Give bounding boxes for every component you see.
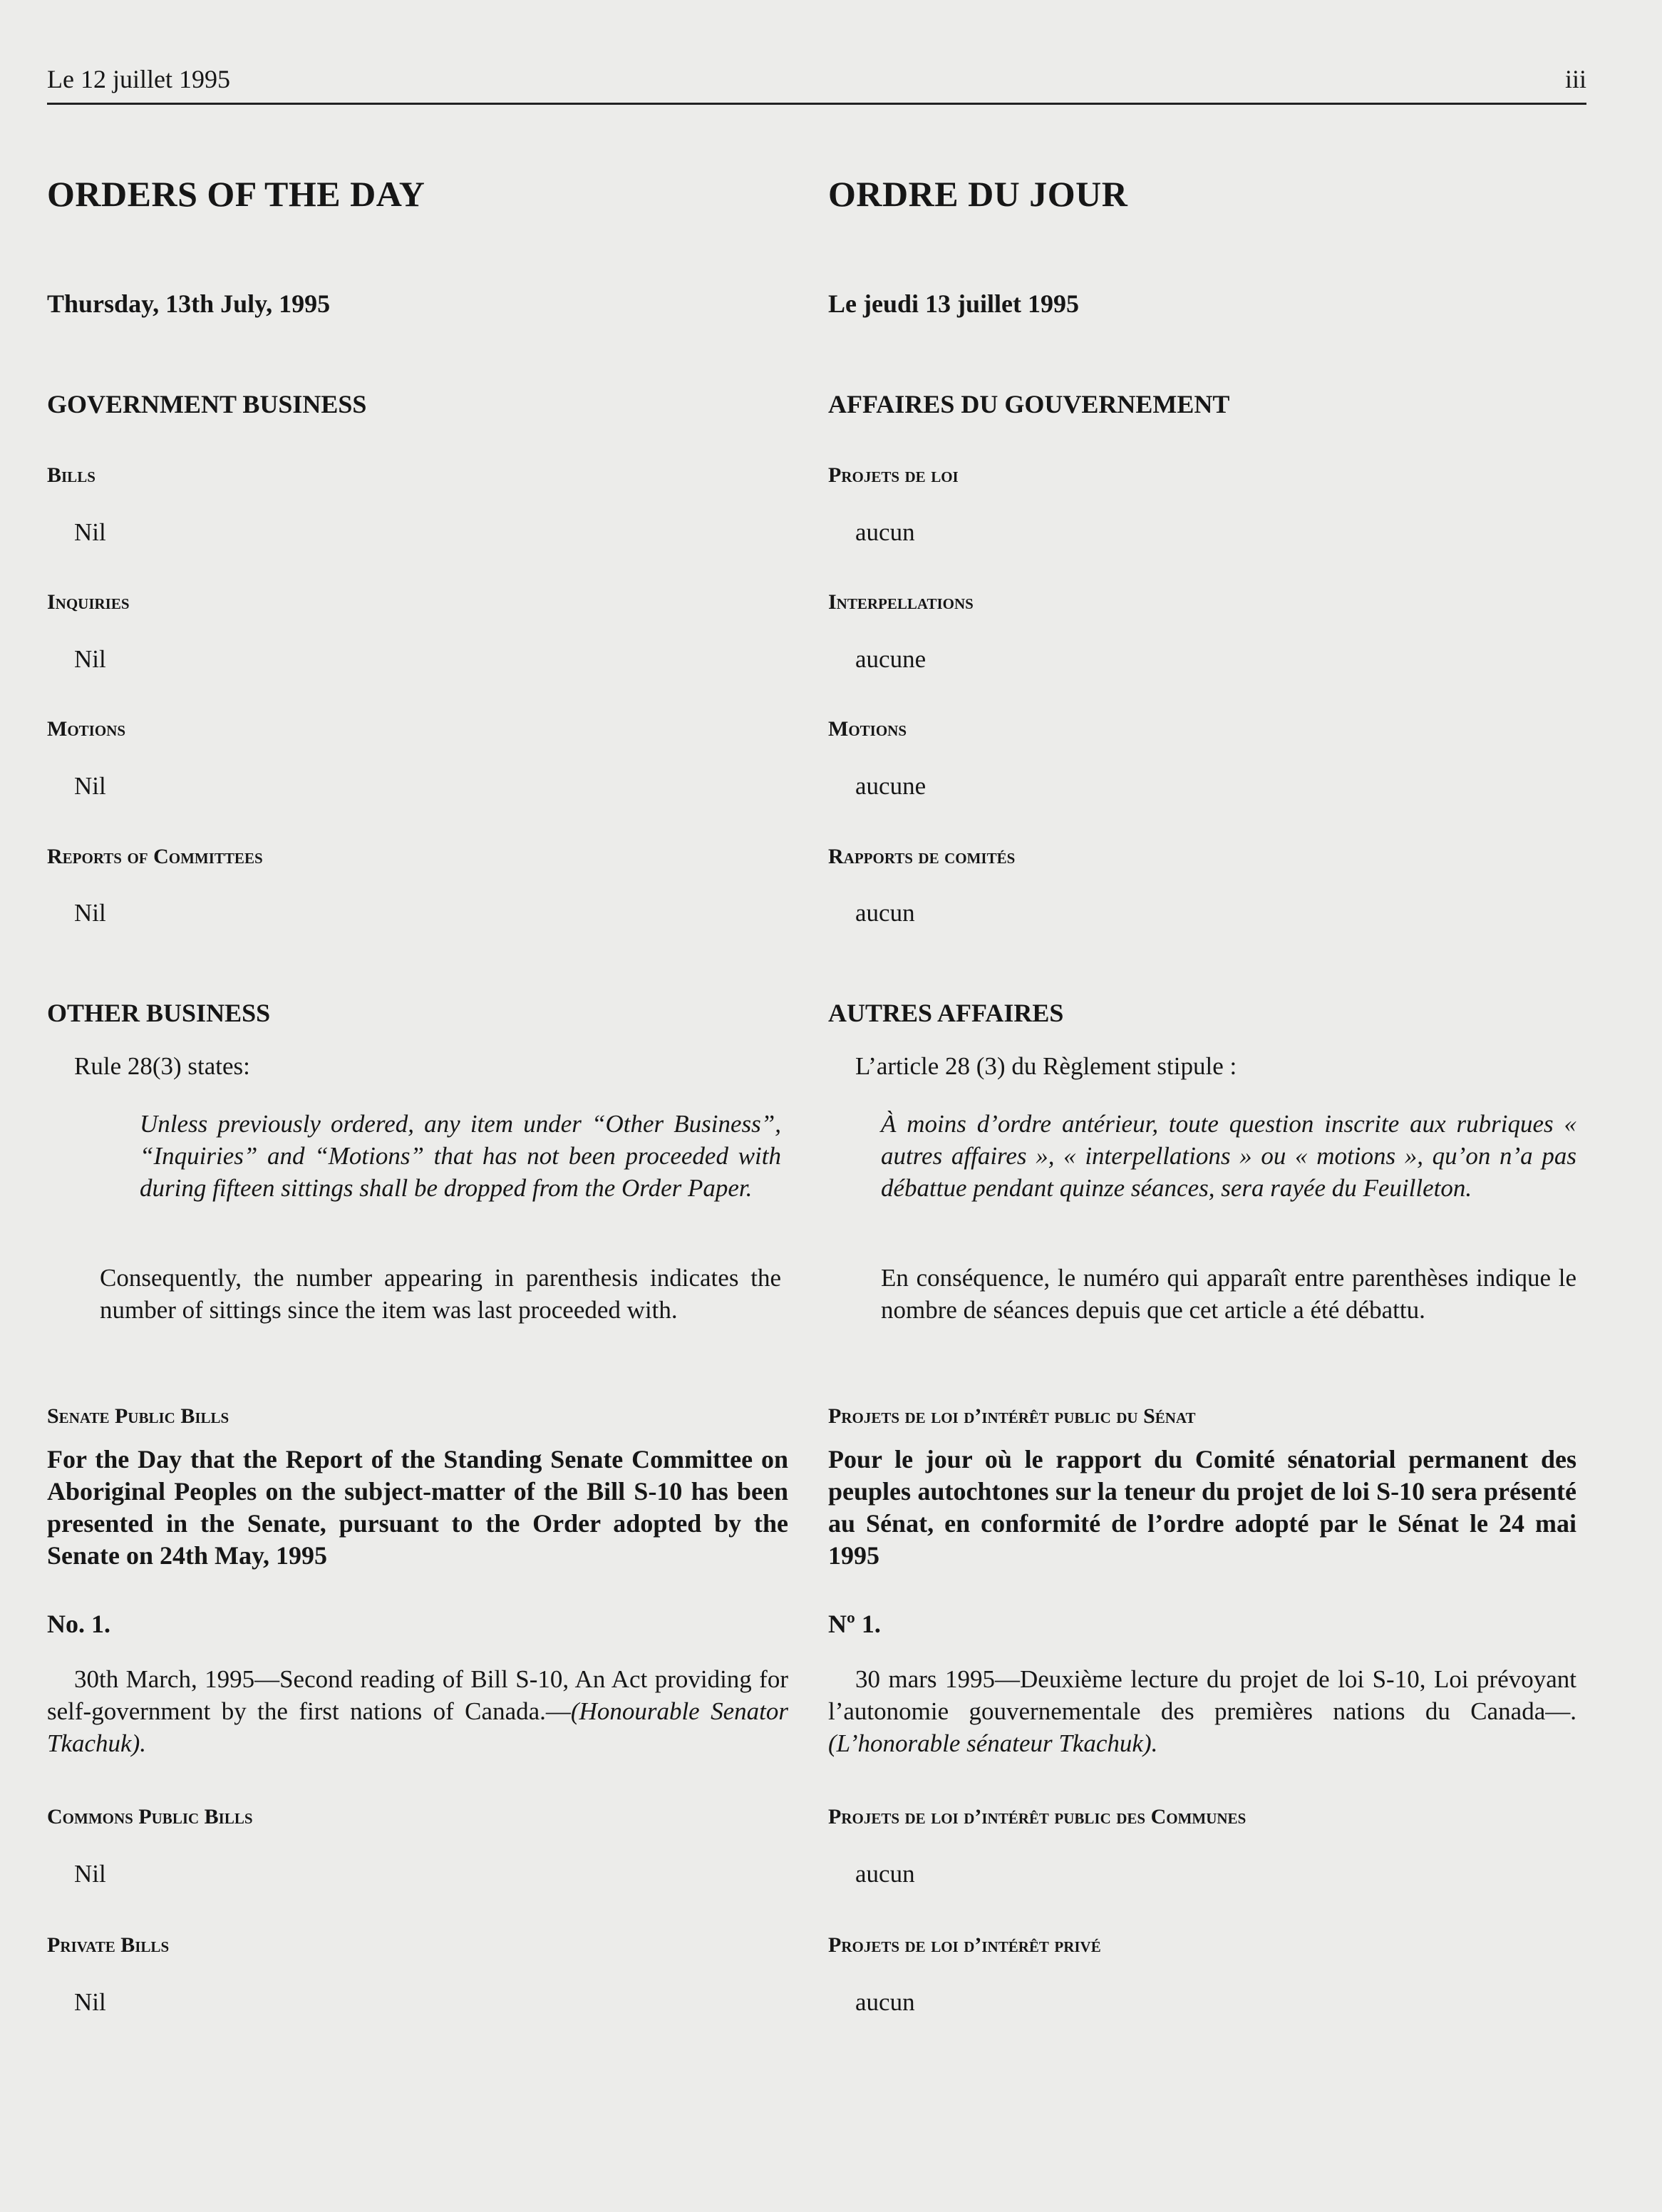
motions-value-fr: aucune [855,772,927,800]
item-sponsor: (Honourable Senator Tkachuk). [47,1697,788,1757]
item-text-body: 30th March, 1995—Second reading of Bill S-10, An Act providing for self-government by the first nations of Canada.— [47,1665,788,1725]
inquiries-value-fr: aucune [855,645,927,673]
consequently-text-fr: En conséquence, le numéro qui apparaît entre parenthèses indique le nombre de séances depuis que cet article a été débattu. [881,1264,1576,1324]
commons-public-bills-heading-fr: Projets de loi d’intérêt public des Communes [828,1805,1246,1828]
page-number: iii [1564,65,1586,93]
commons-public-bills-value: Nil [74,1860,106,1888]
other-business-heading: OTHER BUSINESS [47,999,271,1027]
private-bills-value-fr: aucun [855,1988,915,2016]
reports-value-fr: aucun [855,899,915,927]
government-business-heading-fr: AFFAIRES DU GOUVERNEMENT [828,390,1230,418]
private-bills-heading-fr: Projets de loi d’intérêt privé [828,1933,1101,1957]
item-number-fr: Nº 1. [828,1610,881,1638]
other-business-heading-fr: AUTRES AFFAIRES [828,999,1064,1027]
rule-intro-fr: L’article 28 (3) du Règlement stipule : [855,1052,1237,1080]
reports-heading: Reports of Committees [47,845,263,868]
motions-value: Nil [74,772,106,800]
reports-heading-fr: Rapports de comités [828,845,1016,868]
item-text-body-fr: 30 mars 1995—Deuxième lecture du projet de loi S-10, Loi prévoyant l’autonomie gouvernementale des premières nations du Canada—. [828,1665,1576,1725]
senate-public-bills-heading: Senate Public Bills [47,1404,229,1428]
bills-heading: Bills [47,463,96,487]
motions-heading-fr: Motions [828,717,907,741]
private-bills-heading: Private Bills [47,1933,170,1957]
rule-text-fr: À moins d’ordre antérieur, toute question inscrite aux rubriques « autres affaires », « interpellations » ou « motions », qu’on n’a pas débattue pendant quinze séances, sera rayée du Feuilleton. [881,1110,1576,1202]
inquiries-heading: Inquiries [47,590,130,614]
commons-public-bills-heading: Commons Public Bills [47,1805,253,1828]
consequently-text: Consequently, the number appearing in parenthesis indicates the number of sittings since the item was last proceeded with. [100,1264,781,1324]
private-bills-value: Nil [74,1988,106,2016]
header-date: Le 12 juillet 1995 [47,65,230,93]
sitting-date-fr: Le jeudi 13 juillet 1995 [828,289,1079,318]
bills-value-fr: aucun [855,518,915,546]
inquiries-value: Nil [74,645,106,673]
commons-public-bills-value-fr: aucun [855,1860,915,1888]
government-business-heading: GOVERNMENT BUSINESS [47,390,367,418]
item-text-fr [828,1663,1576,1759]
reports-value: Nil [74,899,106,927]
rule-intro: Rule 28(3) states: [74,1052,250,1080]
senate-public-bills-order: For the Day that the Report of the Standing Senate Committee on Aboriginal Peoples on the subject-matter of the Bill S-10 has been presented in the Senate, pursuant to the Order adopted by the Senate on 24th May, 1995 [47,1445,788,1570]
page-header [47,61,1586,105]
page-title: ORDERS OF THE DAY [47,174,425,214]
senate-public-bills-order-fr: Pour le jour où le rapport du Comité sénatorial permanent des peuples autochtones sur la teneur du projet de loi S-10 sera présenté au Sénat, en conformité de l’ordre adopté par le Sénat le 24 mai 1995 [828,1445,1576,1570]
sitting-date: Thursday, 13th July, 1995 [47,289,331,318]
inquiries-heading-fr: Interpellations [828,590,974,614]
item-number: No. 1. [47,1610,110,1638]
item-sponsor-fr: (L’honorable sénateur Tkachuk). [828,1729,1158,1757]
bills-heading-fr: Projets de loi [828,463,959,487]
motions-heading: Motions [47,717,126,741]
senate-public-bills-heading-fr: Projets de loi d’intérêt public du Sénat [828,1404,1196,1428]
bills-value: Nil [74,518,106,546]
rule-text: Unless previously ordered, any item under “Other Business”, “Inquiries” and “Motions” that has not been proceeded with during fifteen sittings shall be dropped from the Order Paper. [140,1110,781,1202]
item-text [47,1663,788,1759]
page-title-fr: ORDRE DU JOUR [828,174,1128,214]
